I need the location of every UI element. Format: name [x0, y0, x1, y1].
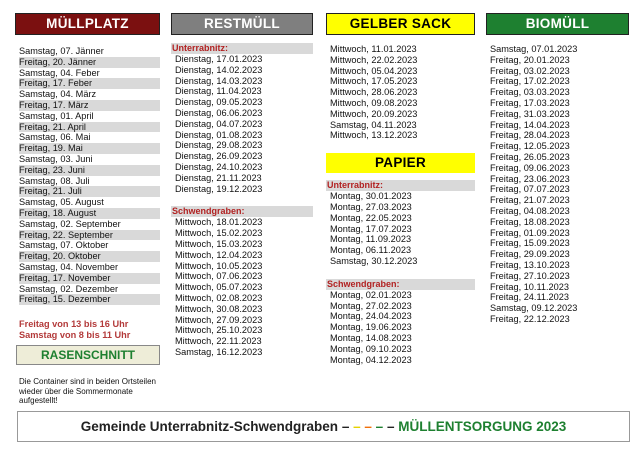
- date-item: Mittwoch, 20.09.2023: [330, 108, 418, 119]
- footer-dash-orange: –: [364, 419, 372, 434]
- date-item: Montag, 19.06.2023: [330, 322, 412, 333]
- papier-header: PAPIER: [326, 153, 475, 173]
- papier-schwendgraben-label: Schwendgraben:: [326, 279, 475, 290]
- date-item: Mittwoch, 02.08.2023: [175, 292, 263, 303]
- date-item: Freitag, 29.09.2023: [490, 249, 570, 260]
- gelber-sack-header: GELBER SACK: [326, 13, 475, 35]
- date-item: Freitag, 14.04.2023: [490, 119, 570, 130]
- date-item: Montag, 27.02.2023: [330, 300, 412, 311]
- biomuell-list: [486, 44, 629, 325]
- date-item: Freitag, 15. Dezember: [19, 294, 160, 305]
- date-item: Freitag, 24.11.2023: [490, 292, 569, 303]
- date-item: Dienstag, 24.10.2023: [175, 161, 263, 172]
- rasenschnitt-header: RASENSCHNITT: [16, 345, 160, 365]
- date-item: Mittwoch, 05.04.2023: [330, 65, 418, 76]
- date-item: Mittwoch, 17.05.2023: [330, 76, 418, 87]
- rasenschnitt-note: Die Container sind in beiden Ortsteilen wieder über die Sommermonate aufgestellt!: [19, 377, 156, 405]
- date-item: Freitag, 12.05.2023: [490, 141, 570, 152]
- footer-dash: –: [386, 419, 395, 434]
- date-item: Mittwoch, 05.07.2023: [175, 282, 263, 293]
- date-item: Dienstag, 26.09.2023: [175, 151, 263, 162]
- date-item: Freitag, 26.05.2023: [490, 151, 570, 162]
- date-item: Samstag, 04.11.2023: [330, 119, 417, 130]
- date-item: Freitag, 20. Jänner: [19, 57, 160, 68]
- date-item: Dienstag, 14.03.2023: [175, 75, 263, 86]
- footer-dash-yellow: –: [353, 419, 361, 434]
- date-item: Mittwoch, 15.03.2023: [175, 238, 263, 249]
- date-item: Mittwoch, 10.05.2023: [175, 260, 263, 271]
- date-item: Montag, 27.03.2023: [330, 201, 412, 212]
- date-item: Freitag, 27.10.2023: [490, 270, 570, 281]
- date-item: Dienstag, 11.04.2023: [175, 86, 262, 97]
- date-item: Samstag, 04. März: [19, 89, 97, 100]
- date-item: Freitag, 21. Juli: [19, 186, 160, 197]
- date-item: Samstag, 09.12.2023: [490, 303, 578, 314]
- date-item: Freitag, 28.04.2023: [490, 130, 570, 141]
- date-item: Freitag, 18.08.2023: [490, 216, 570, 227]
- date-item: Freitag, 17. März: [19, 100, 160, 111]
- muellplatz-header: MÜLLPLATZ: [15, 13, 160, 35]
- date-item: Freitag, 03.03.2023: [490, 87, 570, 98]
- date-item: Samstag, 07. Oktober: [19, 240, 109, 251]
- hours-friday: Freitag von 13 bis 16 Uhr: [19, 319, 129, 330]
- date-item: Montag, 24.04.2023: [330, 311, 412, 322]
- date-item: Mittwoch, 09.08.2023: [330, 97, 418, 108]
- restmuell-header: RESTMÜLL: [171, 13, 313, 35]
- papier-unterrabnitz-list: [326, 191, 475, 267]
- date-item: Mittwoch, 25.10.2023: [175, 325, 263, 336]
- date-item: Dienstag, 01.08.2023: [175, 129, 263, 140]
- date-item: Freitag, 13.10.2023: [490, 259, 570, 270]
- date-item: Freitag, 19. Mai: [19, 143, 160, 154]
- date-item: Samstag, 07. Jänner: [19, 46, 104, 56]
- date-item: Dienstag, 09.05.2023: [175, 97, 263, 108]
- date-item: Mittwoch, 22.02.2023: [330, 54, 418, 65]
- date-item: Freitag, 17.02.2023: [490, 76, 570, 87]
- footer-dash: –: [341, 419, 350, 434]
- muellplatz-date-list: [15, 46, 160, 305]
- date-item: Freitag, 09.06.2023: [490, 162, 570, 173]
- date-item: Mittwoch, 18.01.2023: [175, 217, 263, 228]
- date-item: Mittwoch, 15.02.2023: [175, 228, 263, 239]
- date-item: Samstag, 07.01.2023: [490, 44, 578, 54]
- date-item: Dienstag, 29.08.2023: [175, 140, 263, 151]
- restmuell-unterrabnitz-label: Unterrabnitz:: [171, 43, 313, 54]
- date-item: Samstag, 02. Dezember: [19, 283, 119, 294]
- date-item: Montag, 30.01.2023: [330, 191, 412, 202]
- date-item: Samstag, 06. Mai: [19, 132, 91, 143]
- date-item: Freitag, 17.03.2023: [490, 97, 570, 108]
- papier-unterrabnitz-label: Unterrabnitz:: [326, 180, 475, 191]
- date-item: Mittwoch, 28.06.2023: [330, 87, 418, 98]
- date-item: Dienstag, 04.07.2023: [175, 118, 263, 129]
- date-item: Samstag, 30.12.2023: [330, 255, 418, 266]
- date-item: Samstag, 04. November: [19, 261, 119, 272]
- date-item: Mittwoch, 13.12.2023: [330, 130, 418, 141]
- date-item: Freitag, 03.02.2023: [490, 65, 570, 76]
- muellplatz-column: [15, 13, 160, 341]
- gelber-sack-list: [326, 44, 475, 141]
- date-item: Freitag, 20. Oktober: [19, 251, 160, 262]
- date-item: Freitag, 22.12.2023: [490, 313, 570, 324]
- biomuell-column: [486, 13, 629, 325]
- gelber-sack-column: [326, 13, 475, 365]
- date-item: Freitag, 10.11.2023: [490, 281, 569, 292]
- date-item: Montag, 14.08.2023: [330, 332, 412, 343]
- date-item: Freitag, 04.08.2023: [490, 205, 570, 216]
- date-item: Freitag, 17. Feber: [19, 78, 160, 89]
- date-item: Mittwoch, 07.06.2023: [175, 271, 263, 282]
- papier-schwendgraben-list: [326, 290, 475, 366]
- date-item: Mittwoch, 12.04.2023: [175, 249, 263, 260]
- date-item: Mittwoch, 27.09.2023: [175, 314, 263, 325]
- footer-title: MÜLLENTSORGUNG 2023: [398, 419, 567, 434]
- date-item: Samstag, 08. Juli: [19, 175, 90, 186]
- date-item: Freitag, 01.09.2023: [490, 227, 570, 238]
- date-item: Mittwoch, 11.01.2023: [330, 44, 417, 54]
- date-item: Dienstag, 06.06.2023: [175, 107, 263, 118]
- date-item: Dienstag, 21.11.2023: [175, 172, 262, 183]
- date-item: Freitag, 15.09.2023: [490, 238, 570, 249]
- date-item: Freitag, 21.07.2023: [490, 195, 570, 206]
- date-item: Samstag, 04. Feber: [19, 67, 100, 78]
- date-item: Freitag, 22. September: [19, 230, 160, 241]
- date-item: Freitag, 23. Juni: [19, 165, 160, 176]
- biomuell-header: BIOMÜLL: [486, 13, 629, 35]
- footer-dash-green: –: [375, 419, 384, 434]
- date-item: Montag, 06.11.2023: [330, 245, 412, 256]
- date-item: Montag, 17.07.2023: [330, 223, 412, 234]
- footer-gemeinde: Gemeinde Unterrabnitz-Schwendgraben: [80, 419, 339, 434]
- date-item: Samstag, 02. September: [19, 218, 121, 229]
- date-item: Freitag, 31.03.2023: [490, 108, 570, 119]
- date-item: Samstag, 05. August: [19, 197, 104, 208]
- date-item: Montag, 02.01.2023: [330, 289, 412, 300]
- date-item: Montag, 22.05.2023: [330, 212, 412, 223]
- date-item: Freitag, 07.07.2023: [490, 184, 570, 195]
- footer-banner: [17, 411, 630, 442]
- date-item: Montag, 04.12.2023: [330, 354, 412, 365]
- hours-saturday: Samstag von 8 bis 11 Uhr: [19, 329, 131, 340]
- date-item: Freitag, 18. August: [19, 208, 160, 219]
- date-item: Freitag, 23.06.2023: [490, 173, 570, 184]
- date-item: Montag, 11.09.2023: [330, 234, 412, 245]
- date-item: Mittwoch, 22.11.2023: [175, 336, 262, 347]
- date-item: Samstag, 03. Juni: [19, 153, 93, 164]
- date-item: Montag, 09.10.2023: [330, 343, 412, 354]
- restmuell-unterrabnitz-list: [171, 54, 313, 194]
- date-item: Freitag, 21. April: [19, 122, 160, 133]
- date-item: Samstag, 16.12.2023: [175, 346, 263, 357]
- date-item: Freitag, 17. November: [19, 273, 160, 284]
- date-item: Dienstag, 19.12.2023: [175, 183, 263, 194]
- restmuell-column: [171, 13, 313, 358]
- date-item: Samstag, 01. April: [19, 110, 94, 121]
- date-item: Dienstag, 14.02.2023: [175, 64, 263, 75]
- date-item: Mittwoch, 30.08.2023: [175, 303, 263, 314]
- restmuell-schwendgraben-label: Schwendgraben:: [171, 206, 313, 217]
- date-item: Freitag, 20.01.2023: [490, 54, 570, 65]
- restmuell-schwendgraben-list: [171, 217, 313, 357]
- date-item: Dienstag, 17.01.2023: [175, 54, 263, 64]
